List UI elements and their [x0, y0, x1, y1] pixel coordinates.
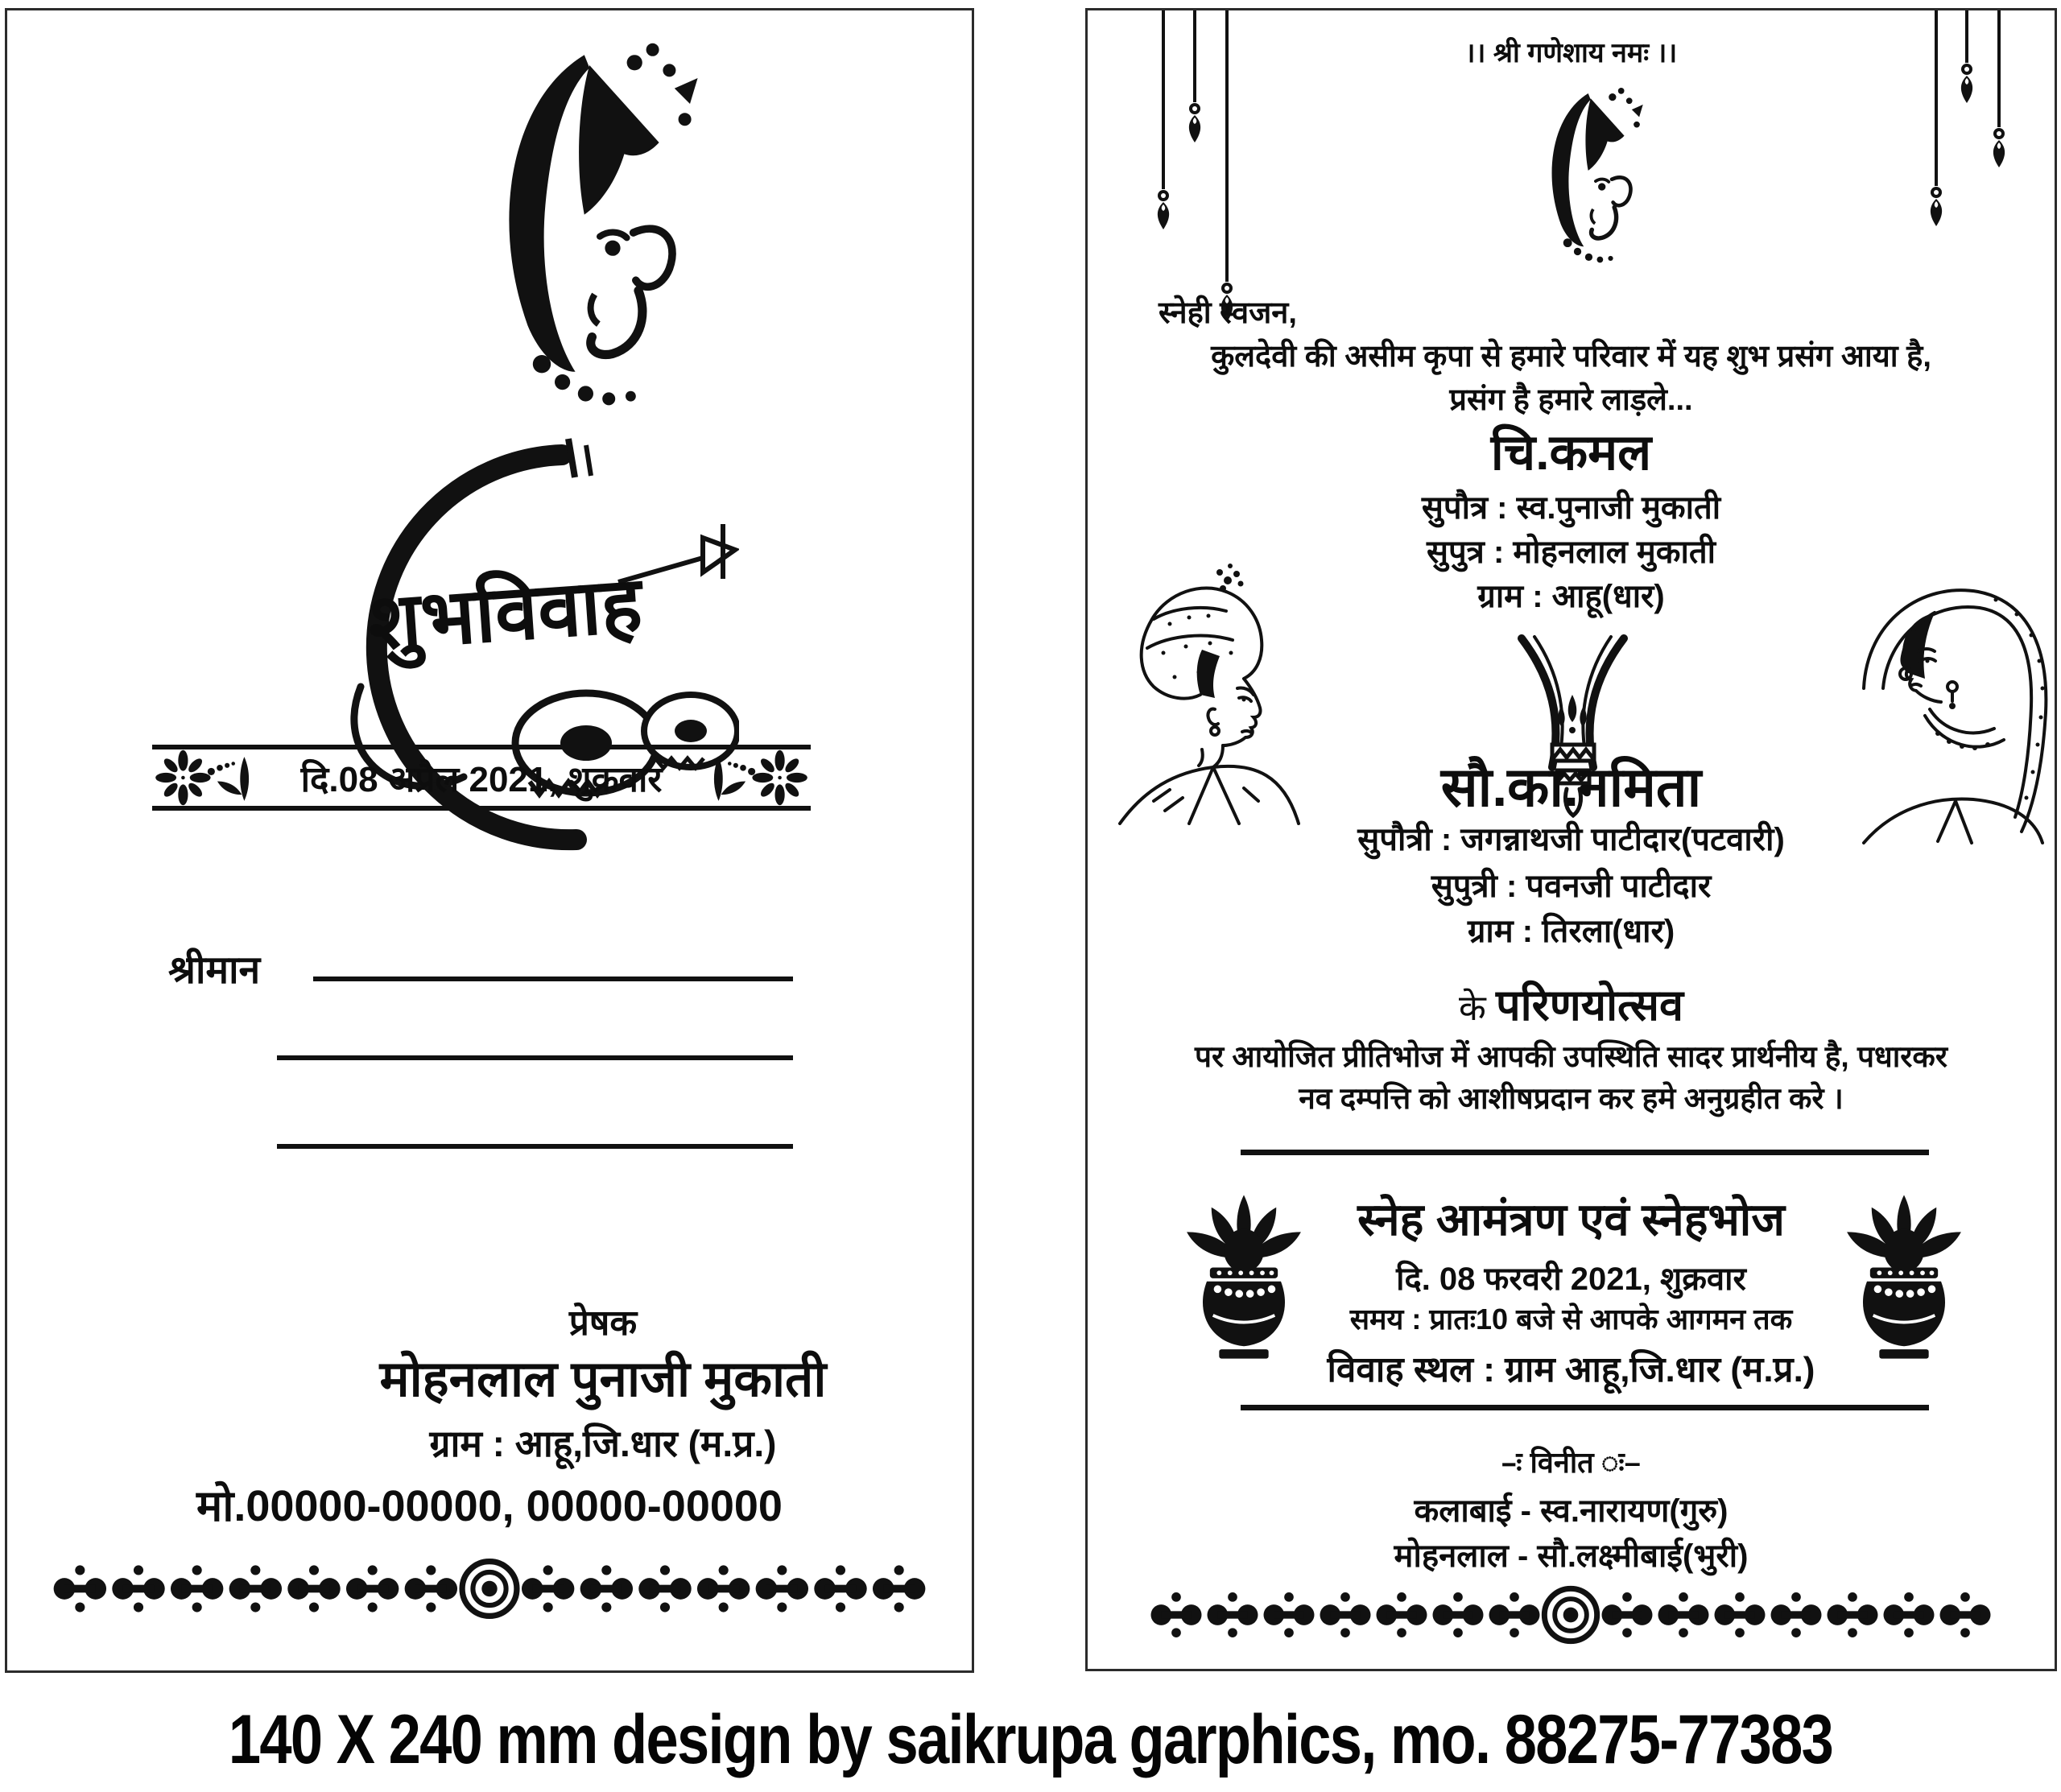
guest-name-line [313, 977, 793, 981]
blank-write-line [277, 1144, 793, 1149]
sender-address: ग्राम : आहू,जि.धार (म.प्र.) [429, 1422, 777, 1464]
groom-father-line: सुपुत्र : मोहनलाल मुकाती [1427, 535, 1716, 570]
section-rule-bottom [1241, 1405, 1929, 1410]
bride-name: सौ.का.नमिता [1440, 757, 1702, 818]
ganesha-motif-icon [445, 27, 703, 413]
intro-line-2: प्रसंग है हमारे लाड़ले... [1449, 383, 1693, 417]
groom-name: चि.कमल [1490, 425, 1652, 481]
preshak-label: प्रेषक [568, 1303, 638, 1343]
blank-write-line [277, 1055, 793, 1060]
salutation-text: स्नेही स्वजन, [1159, 296, 1297, 330]
groom-grandfather-line: सुपौत्र : स्व.पुनाजी मुकाती [1421, 490, 1721, 526]
date-banner [152, 745, 811, 811]
vinit-line-2: मोहनलाल - सौ.लक्ष्मीबाई(भुरी) [1394, 1538, 1749, 1574]
reception-date: दि. 08 फरवरी 2021, शुक्रवार [1396, 1261, 1746, 1297]
bride-grandfather-line: सुपौत्री : जगन्नाथजी पाटीदार(पटवारी) [1357, 822, 1785, 857]
banner-flower-right-icon [706, 747, 811, 808]
front-date-text: दि.08 अप्रैल 2021, शुक्रवार [300, 760, 663, 799]
hanging-bell-icon [1185, 10, 1204, 144]
vinit-line-1: कलाबाई - स्व.नारायण(गुरु) [1414, 1493, 1729, 1529]
sender-name: मोहनलाल पुनाजी मुकाती [379, 1352, 827, 1407]
invitation-panel [1085, 8, 2057, 1671]
reception-time: समय : प्रातः10 बजे से आपके आगमन तक [1349, 1303, 1793, 1336]
event-title [1088, 973, 2055, 1033]
reception-title: स्नेह आमंत्रण एवं स्नेहभोज [1357, 1194, 1785, 1245]
logo-text: शुभविवाह [365, 561, 645, 667]
event-prefix: के [1458, 989, 1486, 1028]
banner-flower-left-icon [152, 747, 257, 808]
bride-father-line: सुपुत्री : पवनजी पाटीदार [1431, 869, 1712, 904]
groom-village-line: ग्राम : आहू(धार) [1477, 579, 1665, 614]
sender-mobile: मो.00000-00000, 00000-00000 [196, 1482, 783, 1530]
request-line-1: पर आयोजित प्रीतिभोज में आपकी उपस्थिति सादर प्रार्थनीय है, पधारकर [1194, 1040, 1947, 1073]
vinit-heading: –ः विनीत ः– [1501, 1446, 1641, 1479]
section-rule-top [1241, 1150, 1929, 1155]
reception-venue: विवाह स्थल : ग्राम आहू,जि.धार (म.प्र.) [1327, 1350, 1815, 1389]
intro-line-1: कुलदेवी की असीम कृपा से हमारे परिवार में यह शुभ प्रसंग आया है, [1211, 340, 1931, 374]
shriman-label: श्रीमान [168, 949, 261, 992]
bead-divider-icon [51, 1555, 928, 1623]
bead-divider-icon [1148, 1582, 1993, 1648]
ganesha-motif-icon [1521, 80, 1646, 266]
invocation-text: ।। श्री गणेशाय नमः ।। [1464, 38, 1678, 68]
bride-village-line: ग्राम : तिरला(धार) [1467, 914, 1675, 949]
designer-credit-text: 140 X 240 mm design by saikrupa garphics, mo. 88275-77383 [228, 1701, 1833, 1778]
request-line-2: नव दम्पत्ति को आशीषप्रदान कर हमे अनुग्रहीत करे । [1299, 1082, 1844, 1115]
card-front-panel [5, 8, 974, 1673]
event-title-main: परिणयोत्सव [1495, 981, 1684, 1030]
